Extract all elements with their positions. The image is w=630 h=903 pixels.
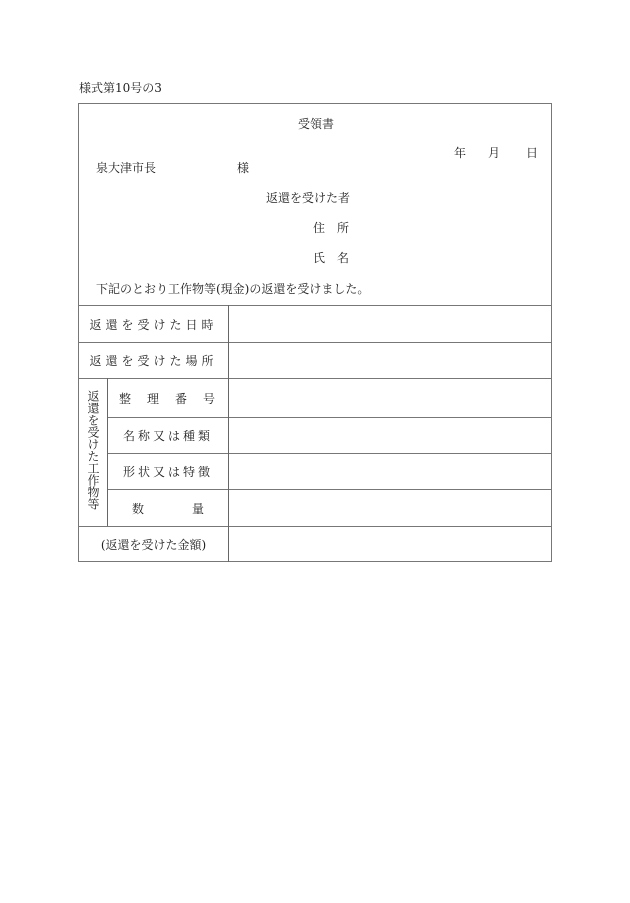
receiver-name-label: 氏 名 [313,251,350,265]
return-datetime-field[interactable] [229,306,551,342]
receiver-heading: 返還を受けた者 [266,191,351,205]
returned-amount-field[interactable] [229,527,551,562]
name-or-type-field[interactable] [229,418,551,453]
group-label-returned-items: 返還を受けた工作物等 [86,390,100,510]
row-label-quantity: 数 量 [131,501,204,516]
row-label-returned-amount: (返還を受けた金額) [100,538,207,552]
row-label-name-or-type: 名称又は種類 [122,429,213,443]
date-year-label: 年 [454,146,467,160]
row-label-return-datetime: 返還を受けた日時 [89,317,218,332]
row-label-shape-or-feature: 形状又は特徴 [122,465,213,479]
addressee-name: 泉大津市長 [96,161,157,175]
quantity-field[interactable] [229,490,551,526]
date-month-label: 月 [488,146,501,160]
row-label-return-place: 返還を受けた場所 [89,354,218,368]
row-label-reference-number: 整 理 番 号 [118,391,217,406]
statement-text: 下記のとおり工作物等(現金)の返還を受けました。 [96,282,370,296]
return-place-field[interactable] [229,343,551,378]
document-title: 受領書 [298,117,335,131]
shape-or-feature-field[interactable] [229,454,551,489]
date-day-label: 日 [526,146,539,160]
addressee-honorific: 様 [237,161,250,175]
form-number: 様式第10号の3 [79,81,162,95]
reference-number-field[interactable] [229,379,551,417]
receiver-address-label: 住 所 [313,221,350,235]
